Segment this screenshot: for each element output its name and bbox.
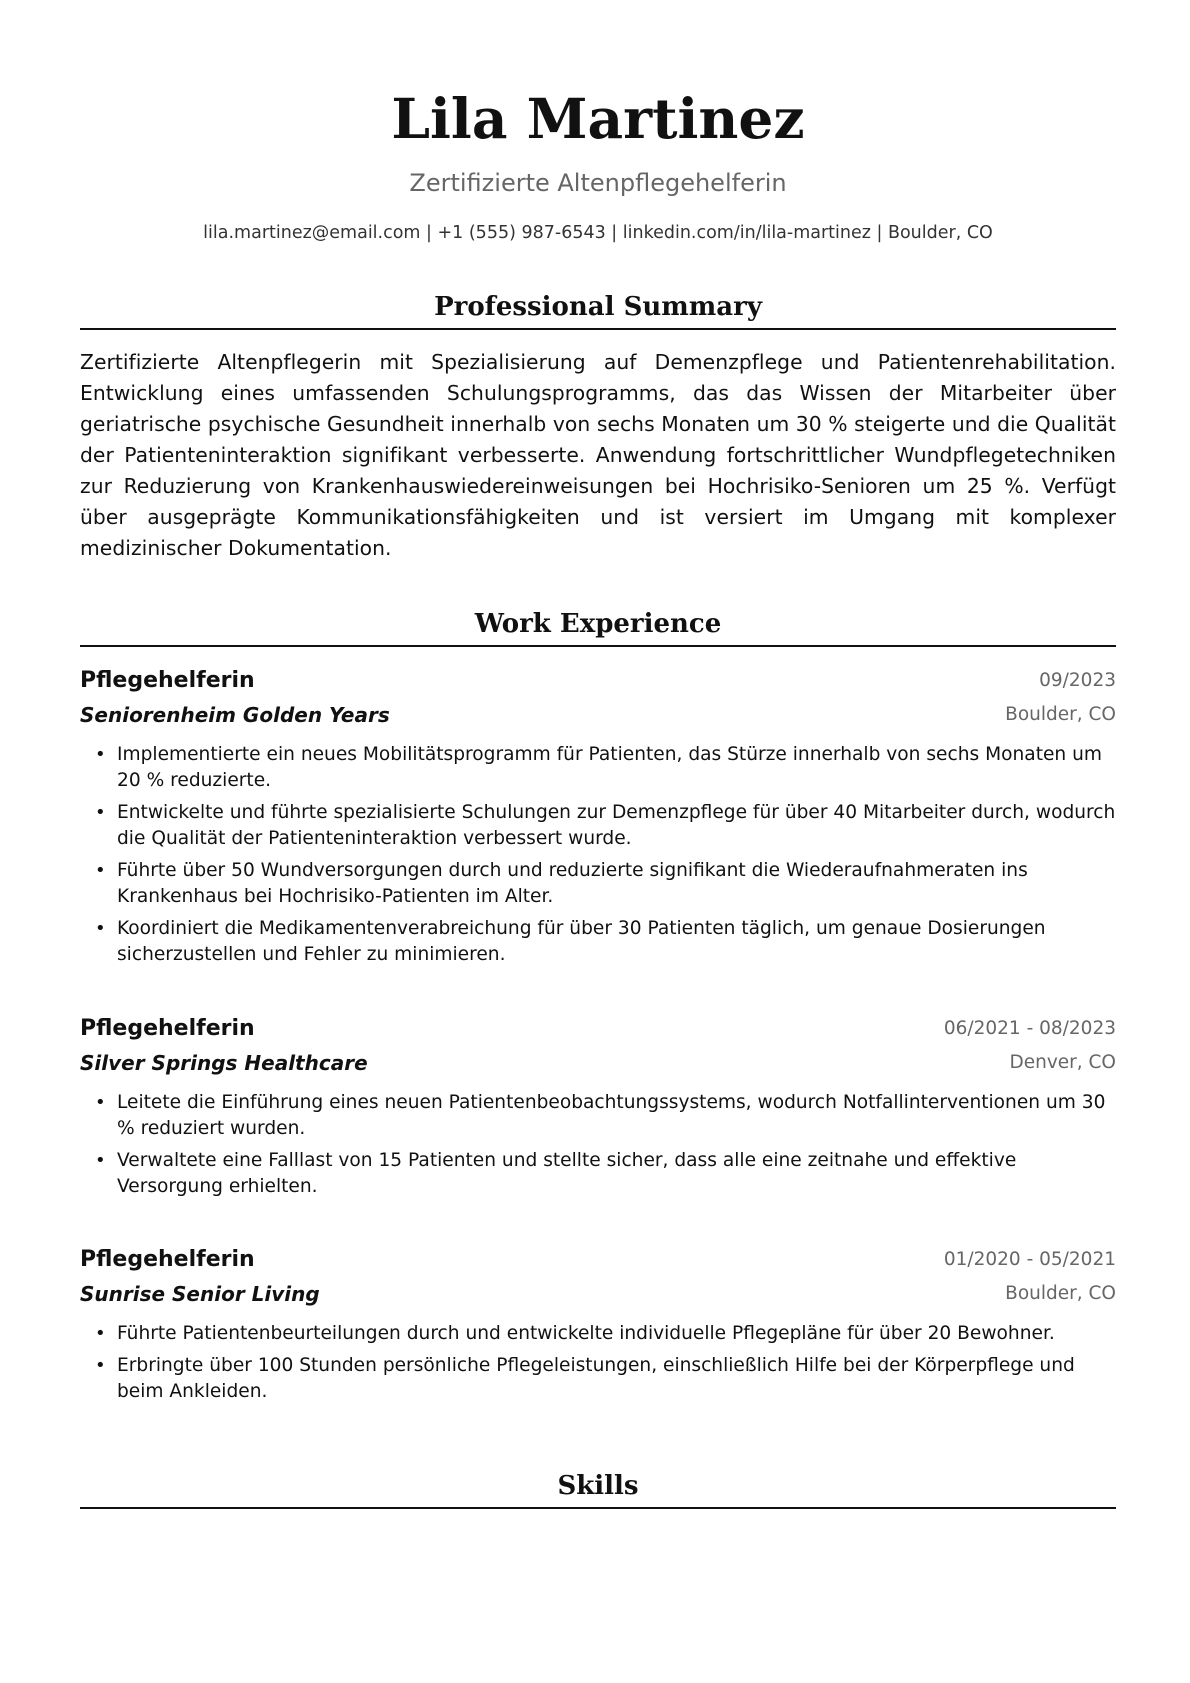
section-divider-summary (80, 328, 1116, 330)
bullet-icon: • (95, 918, 106, 939)
job-bullet (80, 742, 1116, 794)
job-company: Sunrise Senior Living (80, 1282, 320, 1306)
job-date: 06/2021 - 08/2023 (943, 1018, 1116, 1039)
bullet-icon: • (95, 802, 106, 823)
job-bullet-text: Verwaltete eine Falllast von 15 Patienten und stellte sicher, dass alle eine zeitnahe und effektive Versorgung erhielten. (117, 1150, 1017, 1197)
job-bullet-list (80, 1090, 1116, 1206)
job-date: 01/2020 - 05/2021 (943, 1249, 1116, 1270)
job-company: Silver Springs Healthcare (80, 1051, 368, 1075)
job-bullet-text: Entwickelte und führte spezialisierte Schulungen zur Demenzpflege für über 40 Mitarbeiter durch, wodurch die Qualität der Patienteninteraktion verbessert wurde. (117, 802, 1116, 849)
bullet-icon: • (95, 1150, 106, 1171)
job-date: 09/2023 (1039, 670, 1116, 691)
section-title-experience: Work Experience (474, 609, 722, 639)
section-title-skills: Skills (557, 1471, 639, 1501)
summary-text: Zertifizierte Altenpflegerin mit Spezialisierung auf Demenzpflege und Patientenrehabilitation. Entwicklung eines umfassenden Schulungsprogramms, das das Wissen der Mitarbeiter über geriatrische psychische Gesundheit innerhalb von sechs Monaten um 30 % steigerte und die Qualität der Patienteninteraktion signifikant verbesserte. Anwendung fortschrittlicher Wundpflegetechniken zur Reduzierung von Krankenhauswiedereinweisungen bei Hochrisiko-Senioren um 25 %. Verfügt über ausgeprägte Kommunikationsfähigkeiten und ist versiert im Umgang mit komplexer medizinischer Dokumentation. (80, 350, 1116, 560)
job-title: Pflegehelferin (80, 1247, 255, 1272)
candidate-name: Lila Martinez (391, 86, 805, 151)
job-bullet-text: Erbringte über 100 Stunden persönliche Pflegeleistungen, einschließlich Hilfe bei der Körperpflege und beim Ankleiden. (117, 1355, 1075, 1402)
job-bullet-list (80, 742, 1116, 974)
job-company: Seniorenheim Golden Years (80, 703, 390, 727)
bullet-icon: • (95, 860, 106, 881)
job-title: Pflegehelferin (80, 1016, 255, 1041)
bullet-icon: • (95, 1323, 106, 1344)
job-bullet (80, 1321, 1116, 1347)
job-location: Boulder, CO (1005, 1283, 1116, 1304)
section-divider-skills (80, 1507, 1116, 1509)
job-bullet (80, 858, 1116, 910)
section-divider-experience (80, 645, 1116, 647)
candidate-subtitle: Zertifizierte Altenpflegehelferin (409, 169, 787, 197)
job-bullet-text: Führte über 50 Wundversorgungen durch und reduzierte signifikant die Wiederaufnahmeraten ins Krankenhaus bei Hochrisiko-Patienten im Alter. (117, 860, 1028, 907)
bullet-icon: • (95, 744, 106, 765)
contact-line: lila.martinez@email.com | +1 (555) 987-6543 | linkedin.com/in/lila-martinez | Boulder, CO (203, 223, 993, 243)
bullet-icon: • (95, 1092, 106, 1113)
job-bullet-text: Implementierte ein neues Mobilitätsprogramm für Patienten, das Stürze innerhalb von sechs Monaten um 20 % reduzierte. (117, 744, 1103, 791)
job-bullet-text: Führte Patientenbeurteilungen durch und entwickelte individuelle Pflegepläne für über 20 Bewohner. (117, 1323, 1055, 1344)
job-bullet (80, 1090, 1116, 1142)
bullet-icon: • (95, 1355, 106, 1376)
job-bullet-text: Koordiniert die Medikamentenverabreichung für über 30 Patienten täglich, um genaue Dosierungen sicherzustellen und Fehler zu minimieren. (117, 918, 1046, 965)
job-bullet-text: Leitete die Einführung eines neuen Patientenbeobachtungssystems, wodurch Notfallinterventionen um 30 % reduziert wurden. (117, 1092, 1106, 1139)
job-bullet (80, 1148, 1116, 1200)
job-location: Boulder, CO (1005, 704, 1116, 725)
job-title: Pflegehelferin (80, 668, 255, 693)
job-location: Denver, CO (1009, 1052, 1116, 1073)
job-bullet (80, 800, 1116, 852)
section-title-summary: Professional Summary (434, 292, 762, 322)
job-bullet (80, 1353, 1116, 1405)
job-bullet (80, 916, 1116, 968)
job-bullet-list (80, 1321, 1116, 1411)
